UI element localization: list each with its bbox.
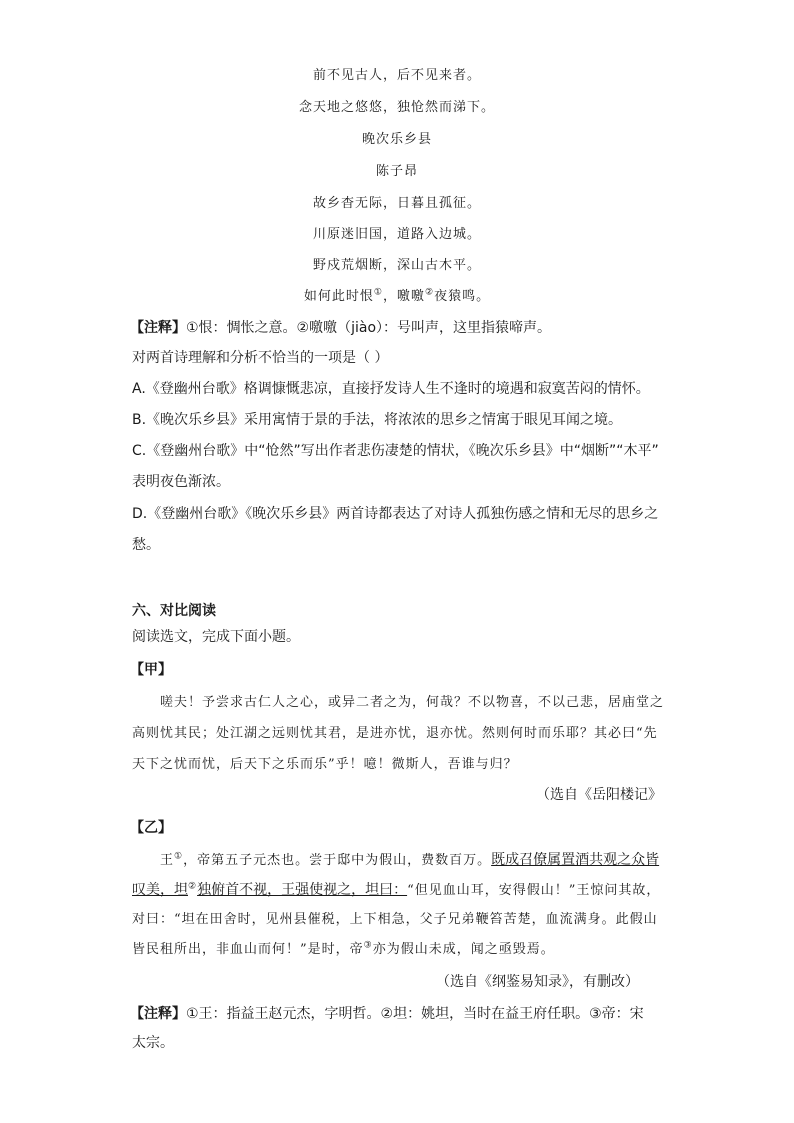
option-a: A.《登幽州台歌》格调慷慨悲凉，直接抒发诗人生不逢时的境遇和寂寞苦闷的情怀。 bbox=[132, 381, 650, 397]
yi-underlined-sentence-part1: 既成召僚属置酒共观之众皆 bbox=[491, 852, 660, 868]
jia-paragraph-line2: 高则忧其民；处江湖之远则忧其君，是进亦忧，退亦忧。然则何时而乐耶？其必曰“先 bbox=[132, 726, 658, 741]
poem1-line2: 念天地之悠悠，独怆然而涕下。 bbox=[298, 100, 495, 115]
jia-paragraph-line3: 天下之忧而忧，后天下之乐而乐”乎！噫！微斯人，吾谁与归？ bbox=[132, 757, 518, 772]
poem2-line3: 野戍荒烟断，深山古木平。 bbox=[312, 258, 481, 273]
section6-heading: 六、对比阅读 bbox=[132, 603, 216, 619]
jia-source: （选自《岳阳楼记》 bbox=[536, 787, 662, 803]
option-c-line2: 表明夜色渐浓。 bbox=[132, 474, 230, 490]
yi-tag: 【乙】 bbox=[130, 820, 172, 836]
yi-line2 bbox=[132, 880, 660, 901]
option-d-line2: 愁。 bbox=[132, 537, 160, 553]
yi-line4 bbox=[132, 940, 555, 960]
section6-instruction: 阅读选文，完成下面小题。 bbox=[132, 629, 300, 645]
poem2-author: 陈子昂 bbox=[375, 164, 418, 179]
poem2-line2: 川原迷旧国，道路入边城。 bbox=[312, 227, 481, 242]
poem2-line4-part-a: 如何此时恨 bbox=[303, 289, 374, 304]
poem1-line1: 前不见古人，后不见来者。 bbox=[312, 68, 481, 83]
yi-footnote-marker-1: ① bbox=[174, 851, 184, 862]
note2-tag: 【注释】 bbox=[130, 1006, 186, 1022]
yi-line3: 对曰：“坦在田舍时，见州县催税，上下相急，父子兄弟鞭笞苦楚，血流满身。此假山 bbox=[132, 912, 658, 927]
poem2-line4 bbox=[0, 287, 794, 307]
jia-paragraph-line1: 嗟夫！予尝求古仁人之心，或异二者之为，何哉？不以物喜，不以己悲，居庙堂之 bbox=[160, 695, 665, 710]
note2-text1: ①王：指益王赵元杰，字明哲。②坦：姚坦，当时在益王府任职。③帝：宋 bbox=[186, 1006, 644, 1022]
yi-line4-part-a: 皆民租所出，非血山而何！”是时，帝 bbox=[132, 942, 364, 957]
poem2-title: 晚次乐乡县 bbox=[361, 132, 432, 147]
question-stem: 对两首诗理解和分析不恰当的一项是（ ） bbox=[132, 350, 389, 366]
yi-line2-quote: “但见血山耳，安得假山！”王惊问其故， bbox=[407, 883, 661, 898]
yi-line4-part-b: 亦为假山未成，闻之亟毁焉。 bbox=[372, 942, 555, 957]
jia-tag: 【甲】 bbox=[130, 662, 172, 678]
yi-footnote-marker-3: ③ bbox=[363, 940, 373, 951]
yi-line1-part-b: ，帝第五子元杰也。尝于邸中为假山，费数百万。 bbox=[183, 853, 492, 868]
poem2-line4-part-c: 夜猿鸣。 bbox=[434, 289, 491, 304]
poem2-line1: 故乡杳无际，日暮且孤征。 bbox=[312, 196, 481, 211]
note2-line1 bbox=[130, 1004, 644, 1024]
note1-tag: 【注释】 bbox=[130, 320, 186, 336]
footnote-marker-2: ② bbox=[425, 287, 435, 298]
note1-text: ①恨：惆怅之意。②噭噭（jiào）：号叫声，这里指猿啼声。 bbox=[186, 320, 552, 336]
footnote-marker-1: ① bbox=[373, 287, 383, 298]
option-b: B.《晚次乐乡县》采用寓情于景的手法，将浓浓的思乡之情寓于眼见耳闻之境。 bbox=[132, 412, 623, 428]
yi-footnote-marker-2: ② bbox=[188, 881, 198, 892]
option-c-line1: C.《登幽州台歌》中“怆然”写出作者悲伤凄楚的情状，《晚次乐乡县》中“烟断”“木平” bbox=[132, 443, 659, 459]
yi-underlined-sentence-part2: 叹美，坦 bbox=[132, 882, 188, 898]
yi-line1-part-a: 王 bbox=[160, 853, 175, 868]
yi-source: （选自《纲鉴易知录》，有删改） bbox=[436, 974, 639, 990]
yi-underlined-sentence-part3: 独俯首不视，王强使视之，坦曰： bbox=[197, 882, 408, 898]
yi-line1 bbox=[160, 850, 659, 871]
poem2-line4-part-b: ，噭噭 bbox=[382, 289, 425, 304]
option-d-line1: D.《登幽州台歌》《晚次乐乡县》两首诗都表达了对诗人孤独伤感之情和无尽的思乡之 bbox=[132, 506, 659, 522]
note1 bbox=[130, 318, 551, 338]
note2-line2: 太宗。 bbox=[132, 1035, 174, 1051]
